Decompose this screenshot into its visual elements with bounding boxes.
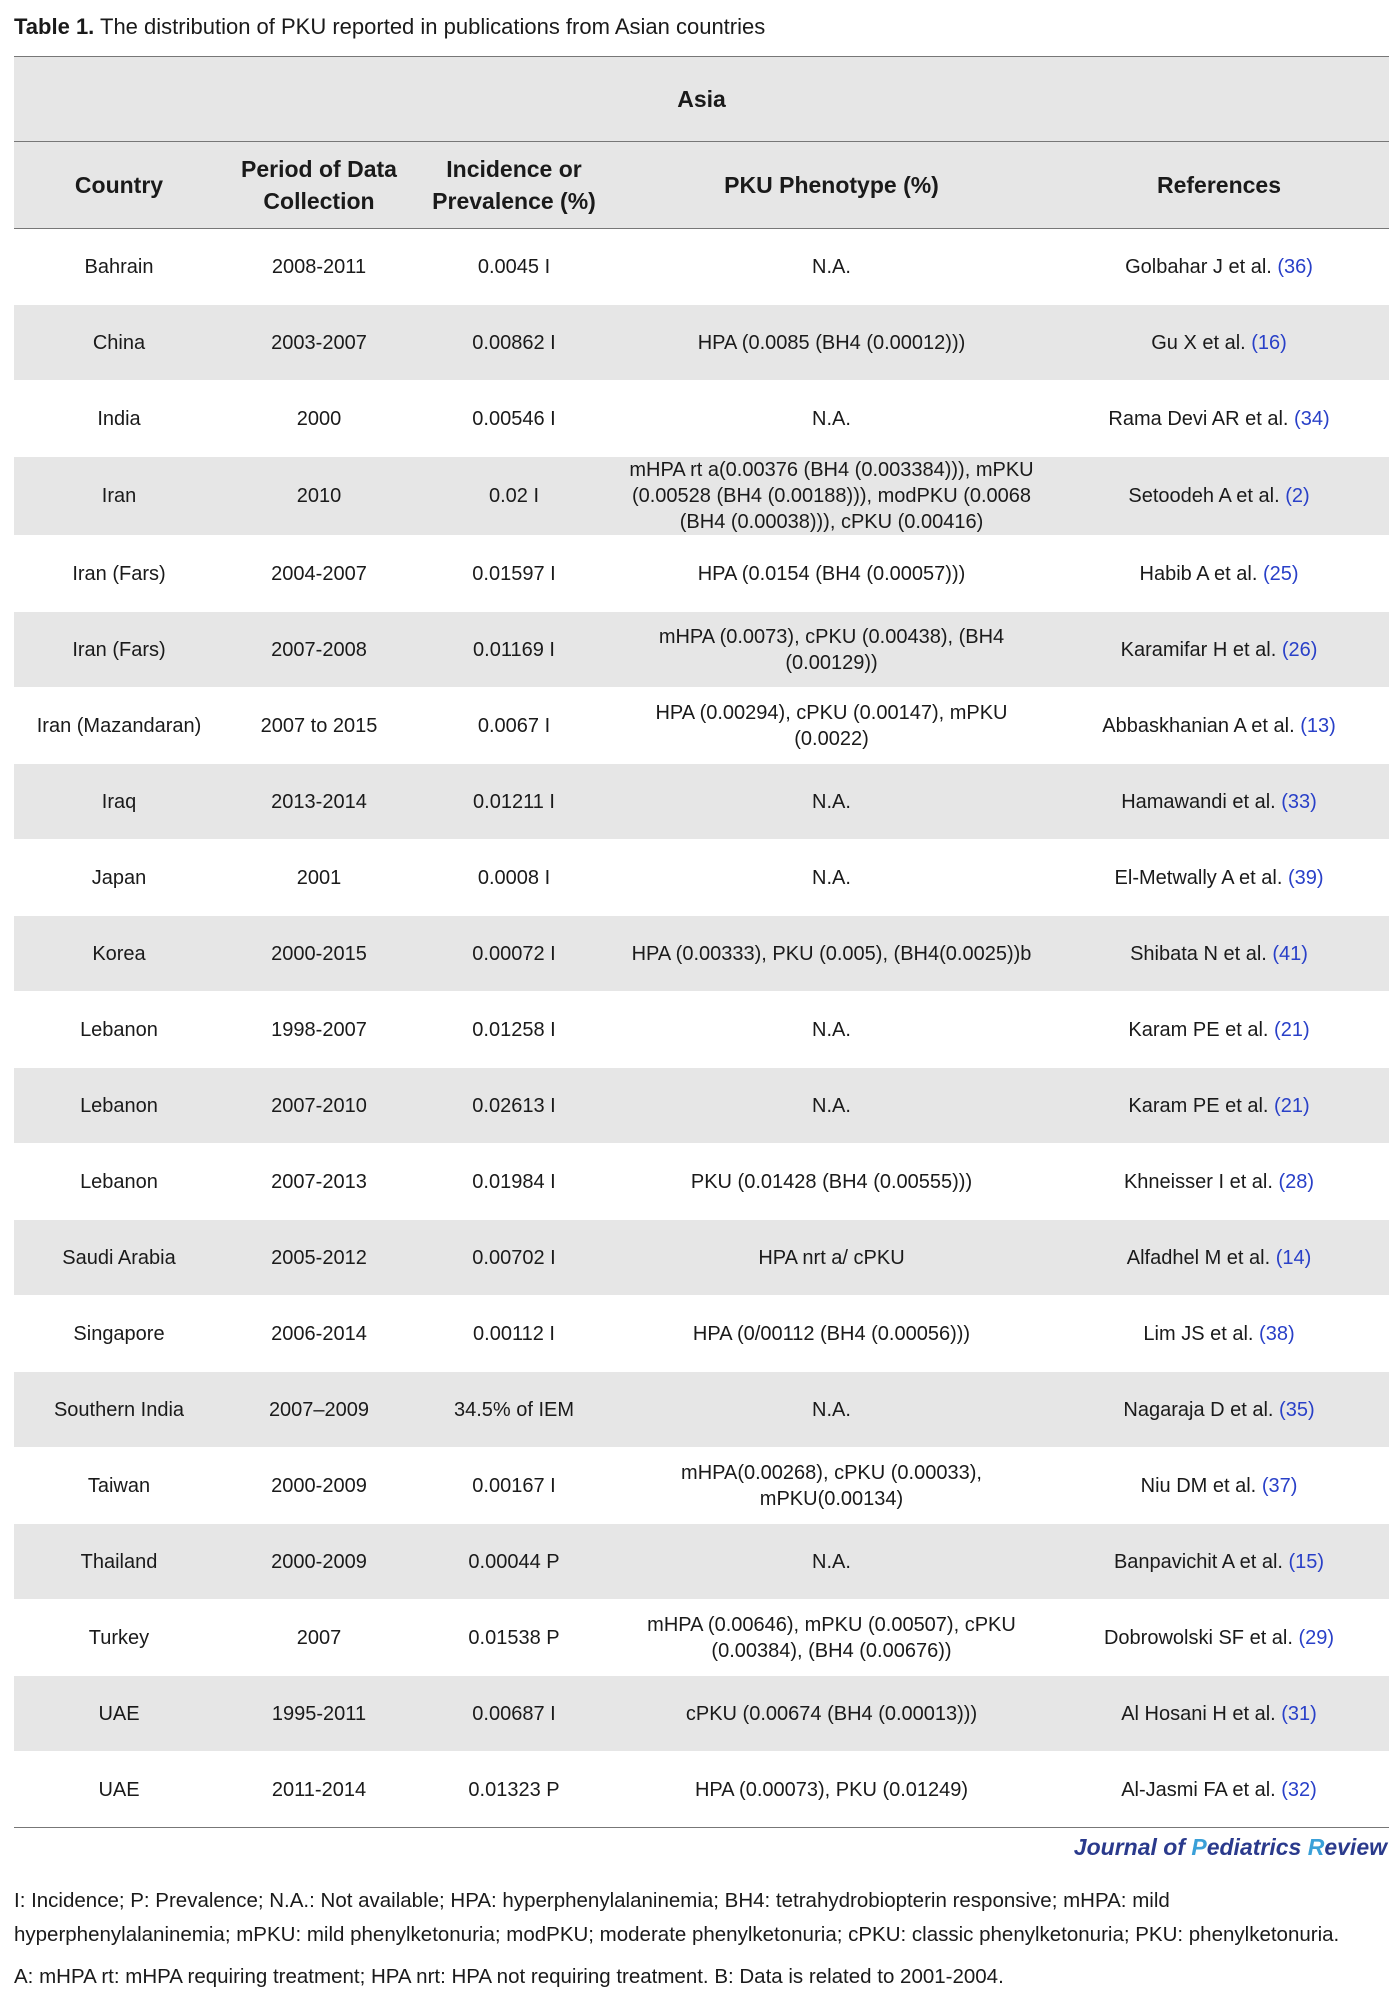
table-row: [14, 536, 1389, 612]
pku-distribution-table: [14, 56, 1389, 1828]
table-body: [14, 229, 1389, 1828]
table-row: [14, 1752, 1389, 1828]
reference-author: Rama Devi AR et al.: [1108, 407, 1295, 430]
cell-phenotype: HPA nrt a/ cPKU: [614, 1220, 1049, 1296]
cell-country: Taiwan: [14, 1448, 224, 1524]
table-row: [14, 612, 1389, 688]
cell-country: Bahrain: [14, 229, 224, 305]
cell-period: 2007–2009: [224, 1372, 414, 1448]
cell-reference: [1049, 916, 1389, 992]
cell-period: 2007: [224, 1600, 414, 1676]
table-row: [14, 1524, 1389, 1600]
cell-reference: [1049, 764, 1389, 840]
cell-phenotype: N.A.: [614, 840, 1049, 916]
reference-number-link[interactable]: (39): [1287, 866, 1324, 889]
reference-author: Karamifar H et al.: [1120, 638, 1282, 661]
cell-phenotype: N.A.: [614, 992, 1049, 1068]
cell-reference: [1049, 536, 1389, 612]
cell-phenotype: HPA (0.00333), PKU (0.005), (BH4(0.0025))b: [614, 916, 1049, 992]
reference-author: Dobrowolski SF et al.: [1103, 1626, 1299, 1649]
cell-country: Lebanon: [14, 992, 224, 1068]
cell-country: Lebanon: [14, 1068, 224, 1144]
cell-phenotype: HPA (0/00112 (BH4 (0.00056))): [614, 1296, 1049, 1372]
cell-phenotype: N.A.: [614, 381, 1049, 457]
cell-phenotype: HPA (0.0154 (BH4 (0.00057))): [614, 536, 1049, 612]
column-header-rate: Incidence or Prevalence (%): [414, 142, 614, 229]
column-header-row: [14, 142, 1389, 229]
cell-reference: [1049, 612, 1389, 688]
column-header-period: Period of Data Collection: [224, 142, 414, 229]
reference-number-link[interactable]: (36): [1277, 255, 1313, 278]
reference-author: Habib A et al.: [1139, 562, 1263, 585]
cell-reference: [1049, 840, 1389, 916]
cell-period: 2000-2009: [224, 1448, 414, 1524]
cell-rate: 0.00862 I: [414, 305, 614, 381]
cell-reference: [1049, 1220, 1389, 1296]
cell-rate: 0.0045 I: [414, 229, 614, 305]
table-row: [14, 1372, 1389, 1448]
table-row: [14, 840, 1389, 916]
reference-number-link[interactable]: (25): [1262, 562, 1299, 585]
cell-country: UAE: [14, 1676, 224, 1752]
cell-rate: 0.0067 I: [414, 688, 614, 764]
cell-reference: [1049, 381, 1389, 457]
reference-author: Karam PE et al.: [1128, 1018, 1275, 1041]
reference-number-link[interactable]: (13): [1300, 714, 1336, 737]
cell-rate: 0.01323 P: [414, 1752, 614, 1828]
table-row: [14, 1068, 1389, 1144]
reference-author: Shibata N et al.: [1130, 942, 1273, 965]
reference-number-link[interactable]: (21): [1274, 1018, 1310, 1041]
reference-number-link[interactable]: (33): [1281, 790, 1317, 813]
reference-number-link[interactable]: (21): [1274, 1094, 1310, 1117]
cell-reference: [1049, 1676, 1389, 1752]
cell-rate: 0.01984 I: [414, 1144, 614, 1220]
cell-country: Saudi Arabia: [14, 1220, 224, 1296]
table-row: [14, 229, 1389, 305]
cell-rate: 0.02613 I: [414, 1068, 614, 1144]
cell-rate: 0.00072 I: [414, 916, 614, 992]
table-row: [14, 381, 1389, 457]
cell-period: 2000: [224, 381, 414, 457]
reference-author: Hamawandi et al.: [1121, 790, 1282, 813]
reference-number-link[interactable]: (28): [1278, 1170, 1315, 1193]
cell-country: Iraq: [14, 764, 224, 840]
cell-rate: 0.0008 I: [414, 840, 614, 916]
cell-reference: [1049, 1372, 1389, 1448]
cell-country: Japan: [14, 840, 224, 916]
cell-period: 2007-2008: [224, 612, 414, 688]
cell-period: 2006-2014: [224, 1296, 414, 1372]
cell-phenotype: mHPA rt a(0.00376 (BH4 (0.003384))), mPKU (0.00528 (BH4 (0.00188))), modPKU (0.0068 (BH4 (0.00038))), cPKU (0.00416): [614, 457, 1049, 536]
journal-logo: [1074, 1834, 1387, 1861]
reference-number-link[interactable]: (32): [1281, 1778, 1317, 1801]
reference-number-link[interactable]: (41): [1272, 942, 1308, 965]
cell-reference: [1049, 1144, 1389, 1220]
cell-reference: [1049, 1524, 1389, 1600]
cell-phenotype: N.A.: [614, 1372, 1049, 1448]
reference-number-link[interactable]: (15): [1288, 1550, 1325, 1573]
journal-logo-letter-j: J: [1073, 1834, 1087, 1860]
cell-period: 1998-2007: [224, 992, 414, 1068]
cell-reference: [1049, 1600, 1389, 1676]
cell-period: 1995-2011: [224, 1676, 414, 1752]
cell-country: Iran (Fars): [14, 612, 224, 688]
reference-number-link[interactable]: (31): [1281, 1702, 1317, 1725]
reference-author: Al-Jasmi FA et al.: [1121, 1778, 1282, 1801]
footnote-abbreviations: I: Incidence; P: Prevalence; N.A.: Not available; HPA: hyperphenylalaninemia; BH4: tetrahydrobiopterin responsive; mHPA: mild hyperphenylalaninemia; mPKU: mild phenylketonuria; modPKU; moderate phenylketonuria; cPKU: classic phenylketonuria; PKU: phenylketonuria.: [14, 1889, 1340, 1946]
cell-phenotype: cPKU (0.00674 (BH4 (0.00013))): [614, 1676, 1049, 1752]
cell-period: 2005-2012: [224, 1220, 414, 1296]
cell-country: India: [14, 381, 224, 457]
caption-label: Table 1.: [14, 14, 95, 39]
column-header-country: Country: [14, 142, 224, 229]
table-row: [14, 305, 1389, 381]
cell-country: Thailand: [14, 1524, 224, 1600]
group-header-row: [14, 57, 1389, 142]
cell-rate: 0.01597 I: [414, 536, 614, 612]
cell-country: Iran: [14, 457, 224, 536]
cell-period: 2001: [224, 840, 414, 916]
reference-author: Setoodeh A et al.: [1128, 485, 1286, 507]
cell-rate: 0.00546 I: [414, 381, 614, 457]
reference-number-link[interactable]: (26): [1281, 638, 1318, 661]
cell-period: 2003-2007: [224, 305, 414, 381]
table-row: [14, 457, 1389, 536]
cell-rate: 0.00687 I: [414, 1676, 614, 1752]
table-row: [14, 1144, 1389, 1220]
reference-author: Niu DM et al.: [1140, 1474, 1262, 1497]
cell-phenotype: N.A.: [614, 1524, 1049, 1600]
cell-period: 2000-2009: [224, 1524, 414, 1600]
cell-reference: [1049, 992, 1389, 1068]
cell-rate: 34.5% of IEM: [414, 1372, 614, 1448]
reference-number-link[interactable]: (35): [1279, 1398, 1315, 1421]
footnote-remarks: A: mHPA rt: mHPA requiring treatment; HPA nrt: HPA not requiring treatment. B: Data is related to 2001-2004.: [14, 1965, 1004, 1988]
cell-country: Iran (Mazandaran): [14, 688, 224, 764]
cell-phenotype: N.A.: [614, 1068, 1049, 1144]
cell-reference: [1049, 1296, 1389, 1372]
cell-reference: [1049, 1448, 1389, 1524]
cell-rate: 0.02 I: [414, 457, 614, 536]
journal-logo-letter-p: P: [1191, 1834, 1207, 1860]
cell-rate: 0.01211 I: [414, 764, 614, 840]
cell-phenotype: HPA (0.00073), PKU (0.01249): [614, 1752, 1049, 1828]
table-row: [14, 688, 1389, 764]
cell-reference: [1049, 1752, 1389, 1828]
cell-phenotype: HPA (0.0085 (BH4 (0.00012))): [614, 305, 1049, 381]
cell-country: China: [14, 305, 224, 381]
cell-period: 2013-2014: [224, 764, 414, 840]
table-row: [14, 1600, 1389, 1676]
journal-logo-word-1: ournal of: [1086, 1834, 1192, 1860]
table-caption: [14, 12, 765, 42]
column-header-references: References: [1049, 142, 1389, 229]
cell-country: Iran (Fars): [14, 536, 224, 612]
cell-rate: 0.00044 P: [414, 1524, 614, 1600]
cell-rate: 0.00702 I: [414, 1220, 614, 1296]
journal-logo-word-2: ediatrics: [1206, 1834, 1308, 1860]
caption-text: The distribution of PKU reported in publications from Asian countries: [94, 14, 766, 39]
table-footnotes: [14, 1884, 1384, 2002]
cell-country: Southern India: [14, 1372, 224, 1448]
cell-period: 2008-2011: [224, 229, 414, 305]
cell-country: Singapore: [14, 1296, 224, 1372]
cell-country: Lebanon: [14, 1144, 224, 1220]
reference-number-link[interactable]: (38): [1259, 1322, 1295, 1345]
reference-author: Khneisser I et al.: [1123, 1170, 1279, 1193]
cell-rate: 0.00112 I: [414, 1296, 614, 1372]
cell-reference: [1049, 1068, 1389, 1144]
reference-number-link[interactable]: (2): [1285, 485, 1310, 507]
cell-period: 2010: [224, 457, 414, 536]
table-row: [14, 1220, 1389, 1296]
reference-author: El-Metwally A et al.: [1114, 866, 1288, 889]
cell-reference: [1049, 457, 1389, 536]
cell-period: 2011-2014: [224, 1752, 414, 1828]
cell-phenotype: mHPA (0.00646), mPKU (0.00507), cPKU (0.00384), (BH4 (0.00676)): [614, 1600, 1049, 1676]
reference-author: Karam PE et al.: [1128, 1094, 1275, 1117]
cell-phenotype: N.A.: [614, 764, 1049, 840]
reference-author: Abbaskhanian A et al.: [1102, 714, 1301, 737]
table-row: [14, 1448, 1389, 1524]
reference-author: Al Hosani H et al.: [1121, 1702, 1282, 1725]
group-header-asia: Asia: [14, 57, 1389, 142]
cell-rate: 0.00167 I: [414, 1448, 614, 1524]
cell-phenotype: mHPA (0.0073), cPKU (0.00438), (BH4 (0.00129)): [614, 612, 1049, 688]
cell-period: 2000-2015: [224, 916, 414, 992]
reference-author: Nagaraja D et al.: [1123, 1398, 1280, 1421]
cell-country: UAE: [14, 1752, 224, 1828]
reference-number-link[interactable]: (16): [1251, 331, 1287, 354]
cell-reference: [1049, 688, 1389, 764]
cell-period: 2007-2010: [224, 1068, 414, 1144]
cell-country: Korea: [14, 916, 224, 992]
cell-period: 2007-2013: [224, 1144, 414, 1220]
cell-phenotype: N.A.: [614, 229, 1049, 305]
reference-number-link[interactable]: (29): [1298, 1626, 1335, 1649]
cell-phenotype: HPA (0.00294), cPKU (0.00147), mPKU (0.0022): [614, 688, 1049, 764]
cell-rate: 0.01169 I: [414, 612, 614, 688]
cell-reference: [1049, 229, 1389, 305]
reference-number-link[interactable]: (37): [1261, 1474, 1298, 1497]
table-row: [14, 1676, 1389, 1752]
cell-period: 2007 to 2015: [224, 688, 414, 764]
cell-rate: 0.01538 P: [414, 1600, 614, 1676]
cell-phenotype: PKU (0.01428 (BH4 (0.00555))): [614, 1144, 1049, 1220]
cell-country: Turkey: [14, 1600, 224, 1676]
cell-phenotype: mHPA(0.00268), cPKU (0.00033), mPKU(0.00134): [614, 1448, 1049, 1524]
table-row: [14, 1296, 1389, 1372]
reference-author: Banpavichit A et al.: [1113, 1550, 1289, 1573]
column-header-phenotype: PKU Phenotype (%): [614, 142, 1049, 229]
table-row: [14, 764, 1389, 840]
table-row: [14, 992, 1389, 1068]
reference-author: Golbahar J et al.: [1125, 255, 1278, 278]
cell-period: 2004-2007: [224, 536, 414, 612]
journal-logo-word-3: eview: [1324, 1834, 1387, 1860]
reference-author: Gu X et al.: [1151, 331, 1252, 354]
table-row: [14, 916, 1389, 992]
reference-author: Alfadhel M et al.: [1126, 1246, 1276, 1269]
journal-logo-letter-r: R: [1307, 1834, 1325, 1860]
reference-number-link[interactable]: (14): [1275, 1246, 1312, 1269]
reference-author: Lim JS et al.: [1143, 1322, 1260, 1345]
cell-reference: [1049, 305, 1389, 381]
cell-rate: 0.01258 I: [414, 992, 614, 1068]
reference-number-link[interactable]: (34): [1294, 407, 1330, 430]
